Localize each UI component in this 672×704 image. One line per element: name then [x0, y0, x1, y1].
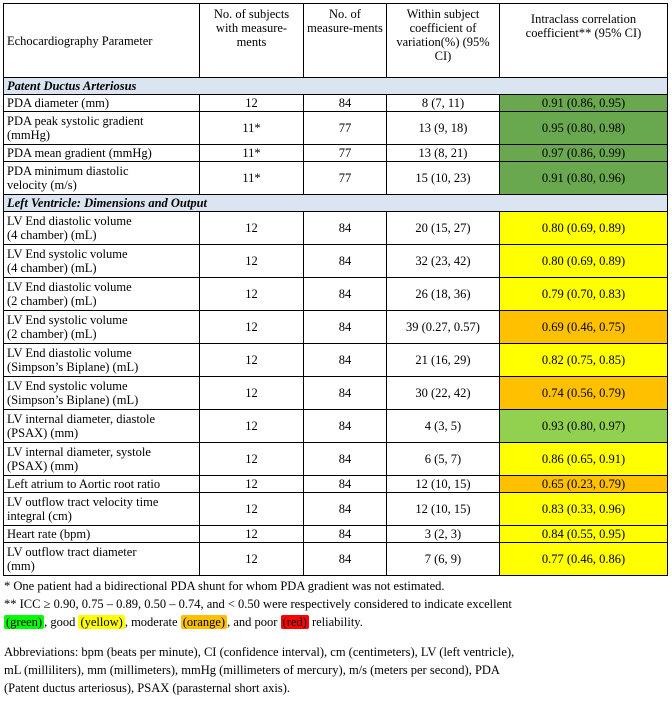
icc-cell: 0.65 (0.23, 0.79): [500, 476, 668, 493]
param-cell: [4, 543, 200, 576]
header-row: [4, 4, 668, 78]
measurements-cell: 84: [304, 526, 387, 543]
subjects-cell: 12: [200, 443, 304, 476]
icc-cell: 0.97 (0.86, 0.99): [500, 145, 668, 162]
measurements-cell: 84: [304, 377, 387, 410]
param-line: (Simpson’s Biplane) (mL): [7, 393, 139, 407]
measurements-cell: 84: [304, 493, 387, 526]
param-cell: [4, 245, 200, 278]
header-param: Echocardiography Parameter: [4, 4, 200, 78]
table-row: [4, 145, 668, 162]
param-cell: [4, 162, 200, 195]
param-cell: [4, 526, 200, 543]
footnote-icc: [4, 595, 667, 613]
footnote-star: * One patient had a bidirectional PDA shunt for whom PDA gradient was not estimated.: [4, 579, 445, 593]
table-row: [4, 476, 668, 493]
icc-cell: 0.79 (0.70, 0.83): [500, 278, 668, 311]
param-cell: [4, 112, 200, 145]
abbreviations-line: (Patent ductus arteriosus), PSAX (parasternal short axis).: [4, 681, 291, 695]
table-row: [4, 543, 668, 576]
header-icc: Intraclass correlation coefficient** (95% CI): [500, 4, 668, 78]
param-cell: [4, 377, 200, 410]
param-line: (Simpson’s Biplane) (mL): [7, 360, 139, 374]
icc-cell: 0.69 (0.46, 0.75): [500, 311, 668, 344]
legend-yellow: (yellow): [80, 615, 123, 629]
param-line: LV internal diameter, diastole: [7, 412, 156, 426]
measurements-cell: 84: [304, 311, 387, 344]
param-line: LV End systolic volume: [7, 379, 128, 393]
param-line: integral (cm): [7, 509, 72, 523]
abbreviations-line: mL (milliliters), mm (millimeters), mmHg (millimeters of mercury), m/s (meters per second), PDA: [4, 663, 500, 677]
param-cell: [4, 493, 200, 526]
param-line: PDA diameter (mm): [7, 96, 110, 110]
measurements-cell: 84: [304, 278, 387, 311]
param-cell: [4, 344, 200, 377]
legend-text: , good: [44, 615, 79, 629]
cv-cell: 26 (18, 36): [387, 278, 500, 311]
footnote-icc-text: ** ICC ≥ 0.90, 0.75 – 0.89, 0.50 – 0.74, and < 0.50 were respectively considered to indicate excellent: [4, 597, 512, 611]
icc-cell: 0.86 (0.65, 0.91): [500, 443, 668, 476]
legend-text: reliability.: [308, 615, 363, 629]
table-row: [4, 526, 668, 543]
table-row: [4, 443, 668, 476]
reliability-table: [3, 3, 668, 576]
icc-cell: 0.77 (0.46, 0.86): [500, 543, 668, 576]
table-row: [4, 162, 668, 195]
section-pda: Patent Ductus Arteriosus: [4, 78, 668, 95]
measurements-cell: 84: [304, 476, 387, 493]
icc-cell: 0.82 (0.75, 0.85): [500, 344, 668, 377]
abbreviations: [4, 643, 667, 697]
cv-cell: 13 (9, 18): [387, 112, 500, 145]
measurements-cell: 84: [304, 344, 387, 377]
param-line: PDA mean gradient (mmHg): [7, 146, 152, 160]
subjects-cell: 12: [200, 526, 304, 543]
param-line: LV End diastolic volume: [7, 280, 132, 294]
subjects-cell: 11*: [200, 145, 304, 162]
param-cell: [4, 410, 200, 443]
table-row: [4, 311, 668, 344]
icc-cell: 0.91 (0.86, 0.95): [500, 95, 668, 112]
measurements-cell: 84: [304, 410, 387, 443]
table-row: [4, 95, 668, 112]
param-cell: [4, 443, 200, 476]
param-cell: [4, 476, 200, 493]
cv-cell: 12 (10, 15): [387, 493, 500, 526]
subjects-cell: 12: [200, 311, 304, 344]
table-row: [4, 344, 668, 377]
param-line: PDA minimum diastolic: [7, 164, 129, 178]
param-line: LV End diastolic volume: [7, 214, 132, 228]
legend-text: , and poor: [227, 615, 281, 629]
subjects-cell: 11*: [200, 162, 304, 195]
icc-cell: 0.95 (0.80, 0.98): [500, 112, 668, 145]
param-line: (4 chamber) (mL): [7, 261, 97, 275]
param-line: LV End systolic volume: [7, 313, 128, 327]
abbreviations-line: Abbreviations: bpm (beats per minute), CI (confidence interval), cm (centimeters), LV (left ventricle),: [4, 645, 515, 659]
param-line: LV outflow tract velocity time: [7, 495, 159, 509]
icc-cell: 0.83 (0.33, 0.96): [500, 493, 668, 526]
cv-cell: 39 (0.27, 0.57): [387, 311, 500, 344]
measurements-cell: 84: [304, 95, 387, 112]
header-subjects: No. of subjects with measure-ments: [200, 4, 304, 78]
footnotes: [3, 577, 667, 697]
section-lv: Left Ventricle: Dimensions and Output: [4, 195, 668, 212]
cv-cell: 13 (8, 21): [387, 145, 500, 162]
param-cell: [4, 212, 200, 245]
icc-cell: 0.84 (0.55, 0.95): [500, 526, 668, 543]
param-line: PDA peak systolic gradient: [7, 114, 144, 128]
param-cell: [4, 311, 200, 344]
cv-cell: 30 (22, 42): [387, 377, 500, 410]
table-row: [4, 245, 668, 278]
section-row: [4, 78, 668, 95]
table-row: [4, 410, 668, 443]
param-cell: [4, 145, 200, 162]
param-line: LV outflow tract diameter: [7, 545, 137, 559]
measurements-cell: 84: [304, 212, 387, 245]
param-cell: [4, 95, 200, 112]
table-row: [4, 212, 668, 245]
cv-cell: 8 (7, 11): [387, 95, 500, 112]
param-line: (PSAX) (mm): [7, 426, 79, 440]
cv-cell: 4 (3, 5): [387, 410, 500, 443]
subjects-cell: 12: [200, 410, 304, 443]
cv-cell: 32 (23, 42): [387, 245, 500, 278]
icc-cell: 0.91 (0.80, 0.96): [500, 162, 668, 195]
cv-cell: 7 (6, 9): [387, 543, 500, 576]
icc-cell: 0.80 (0.69, 0.89): [500, 245, 668, 278]
legend-text: , moderate: [124, 615, 181, 629]
document: [3, 3, 667, 697]
header-cv: Within subject coefficient of variation(%) (95% CI): [387, 4, 500, 78]
subjects-cell: 12: [200, 278, 304, 311]
measurements-cell: 77: [304, 145, 387, 162]
cv-cell: 12 (10, 15): [387, 476, 500, 493]
measurements-cell: 84: [304, 245, 387, 278]
param-line: Left atrium to Aortic root ratio: [7, 477, 161, 491]
subjects-cell: 12: [200, 95, 304, 112]
subjects-cell: 12: [200, 493, 304, 526]
subjects-cell: 12: [200, 377, 304, 410]
subjects-cell: 12: [200, 344, 304, 377]
icc-cell: 0.93 (0.80, 0.97): [500, 410, 668, 443]
cv-cell: 6 (5, 7): [387, 443, 500, 476]
subjects-cell: 12: [200, 476, 304, 493]
param-line: (2 chamber) (mL): [7, 327, 97, 341]
legend-green: (green): [6, 615, 43, 629]
param-line: velocity (m/s): [7, 178, 77, 192]
section-row: [4, 195, 668, 212]
measurements-cell: 77: [304, 112, 387, 145]
table-row: [4, 112, 668, 145]
param-line: (mm): [7, 559, 35, 573]
param-line: (PSAX) (mm): [7, 459, 79, 473]
measurements-cell: 84: [304, 543, 387, 576]
cv-cell: 20 (15, 27): [387, 212, 500, 245]
param-line: LV End diastolic volume: [7, 346, 132, 360]
measurements-cell: 77: [304, 162, 387, 195]
subjects-cell: 12: [200, 212, 304, 245]
subjects-cell: 12: [200, 245, 304, 278]
measurements-cell: 84: [304, 443, 387, 476]
header-measurements: No. of measure-ments: [304, 4, 387, 78]
table-row: [4, 493, 668, 526]
legend-orange: (orange): [182, 615, 226, 629]
footnote-legend: [4, 613, 667, 631]
table-row: [4, 377, 668, 410]
param-line: LV internal diameter, systole: [7, 445, 151, 459]
icc-cell: 0.74 (0.56, 0.79): [500, 377, 668, 410]
cv-cell: 3 (2, 3): [387, 526, 500, 543]
cv-cell: 15 (10, 23): [387, 162, 500, 195]
table-row: [4, 278, 668, 311]
cv-cell: 21 (16, 29): [387, 344, 500, 377]
param-line: (mmHg): [7, 128, 51, 142]
subjects-cell: 12: [200, 543, 304, 576]
param-line: Heart rate (bpm): [7, 527, 91, 541]
param-cell: [4, 278, 200, 311]
param-line: LV End systolic volume: [7, 247, 128, 261]
param-line: (2 chamber) (mL): [7, 294, 97, 308]
legend-red: (red): [282, 615, 307, 629]
icc-cell: 0.80 (0.69, 0.89): [500, 212, 668, 245]
subjects-cell: 11*: [200, 112, 304, 145]
param-line: (4 chamber) (mL): [7, 228, 97, 242]
